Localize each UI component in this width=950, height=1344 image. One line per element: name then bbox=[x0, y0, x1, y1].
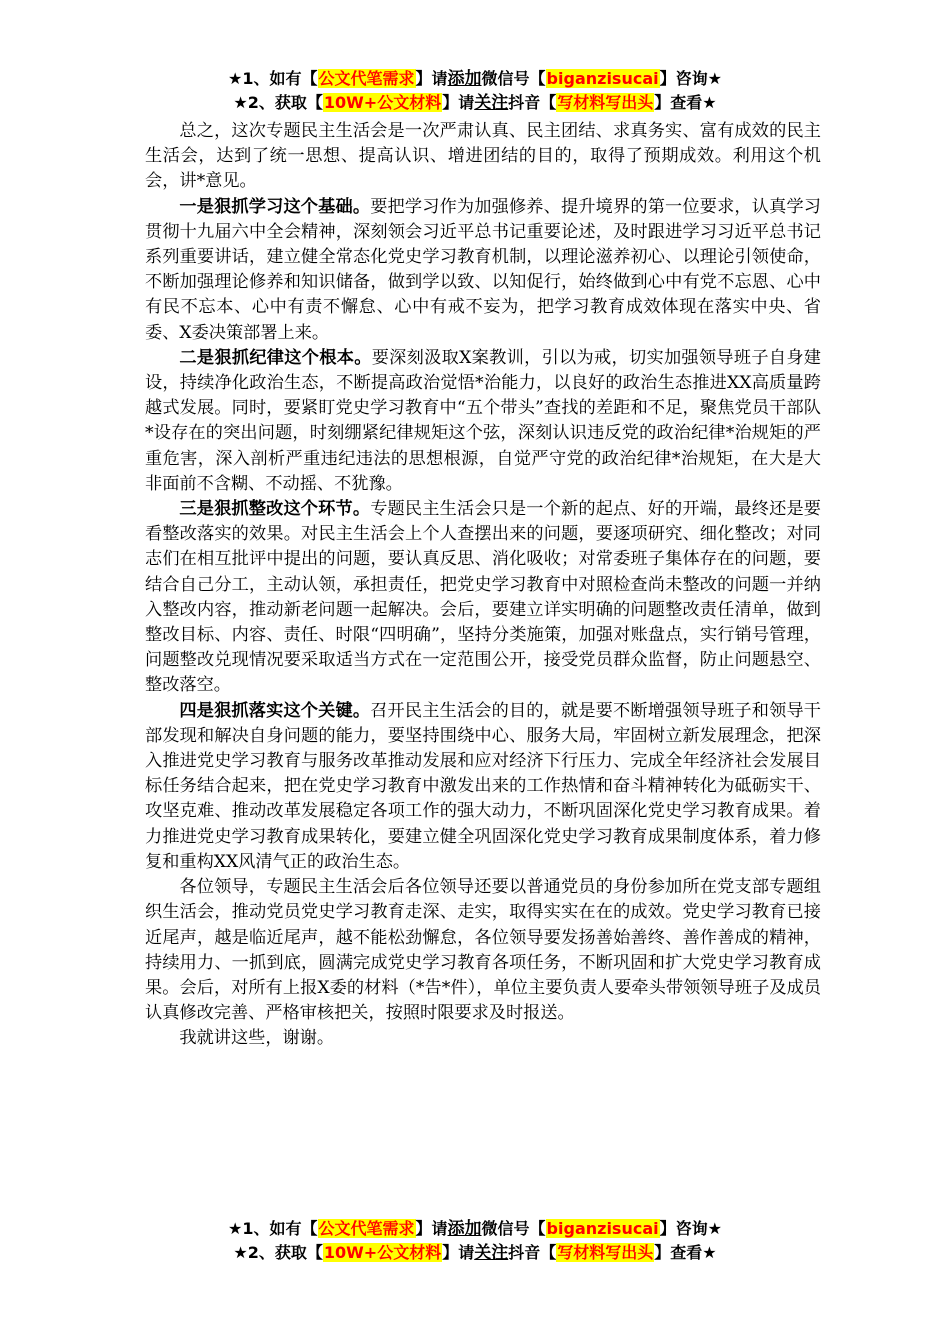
paragraph-text: 我就讲这些，谢谢。 bbox=[179, 1028, 335, 1049]
banner-text: 】请 bbox=[415, 1219, 448, 1238]
highlight-text: 10W+公文材料 bbox=[323, 1243, 442, 1262]
banner-text: 】请 bbox=[442, 1243, 475, 1262]
banner-text: ★2、获取【 bbox=[233, 93, 323, 112]
paragraph-lead: 三是狠抓整改这个环节。 bbox=[179, 499, 371, 520]
underlined-text: 关注 bbox=[474, 1243, 509, 1263]
underlined-text: 关注 bbox=[474, 93, 509, 113]
banner-line-2 bbox=[0, 91, 950, 115]
document-body bbox=[145, 119, 821, 1052]
paragraph-text: 要深刻汲取X案教训，引以为戒，切实加强领导班子自身建设，持续净化政治生态，不断提高政治觉悟*治能力，以良好的政治生态推进XX高质量跨越式发展。同时，要紧盯党史学习教育中“五个带头”查找的差距和不足，聚焦党员干部队*设存在的突出问题，时刻绷紧纪律规矩这个弦，深刻认识违反党的政治纪律*治规矩的严重危害，深入剖析严重违纪违法的思想根源，自觉严守党的政治纪律*治规矩，在大是大非面前不含糊、不动摇、不犹豫。 bbox=[145, 347, 821, 494]
paragraph-rectification bbox=[145, 497, 821, 699]
banner-text: 】请 bbox=[442, 93, 475, 112]
banner-text: 】咨询★ bbox=[659, 69, 722, 88]
highlight-text: 10W+公文材料 bbox=[323, 93, 442, 112]
paragraph-leaders bbox=[145, 875, 821, 1026]
highlight-text: biganzisucai bbox=[546, 69, 659, 88]
banner-text: 】请 bbox=[415, 69, 448, 88]
highlight-text: 公文代笔需求 bbox=[318, 1219, 415, 1238]
paragraph-text: 专题民主生活会只是一个新的起点、好的开端，最终还是要看整改落实的效果。对民主生活会上个人查摆出来的问题，要逐项研究、细化整改；对同志们在相互批评中提出的问题，要认真反思、消化吸收；对常委班子集体存在的问题，要结合自己分工，主动认领，承担责任，把党史学习教育中对照检查尚未整改的问题一并纳入整改内容，推动新老问题一起解决。会后，要建立详实明确的问题整改责任清单，做到整改目标、内容、责任、时限“四明确”，坚持分类施策，加强对账盘点，实行销号管理，问题整改兑现情况要采取适当方式在一定范围公开，接受党员群众监督，防止问题悬空、整改落空。 bbox=[145, 499, 821, 696]
underlined-text: 添加 bbox=[447, 1219, 482, 1239]
highlight-text: 公文代笔需求 bbox=[318, 69, 415, 88]
paragraph-lead: 二是狠抓纪律这个根本。 bbox=[179, 347, 372, 368]
paragraph-text: 总之，这次专题民主生活会是一次严肃认真、民主团结、求真务实、富有成效的民主生活会，达到了统一思想、提高认识、增进团结的目的，取得了预期成效。利用这个机会，讲*意见。 bbox=[145, 121, 821, 192]
banner-text: ★1、如有【 bbox=[228, 1219, 318, 1238]
paragraph-lead: 一是狠抓学习这个基础。 bbox=[179, 196, 371, 217]
highlight-text: biganzisucai bbox=[546, 1219, 659, 1238]
paragraph-lead: 四是狠抓落实这个关键。 bbox=[179, 700, 371, 721]
banner-text: 抖音【 bbox=[508, 93, 557, 112]
paragraph-closing bbox=[145, 1026, 821, 1051]
paragraph-text: 要把学习作为加强修养、提升境界的第一位要求，认真学习贯彻十九届六中全会精神，深刻领会习近平总书记重要论述，及时跟进学习习近平总书记系列重要讲话，建立健全常态化党史学习教育机制，以理论滋养初心、以理论引领使命，不断加强理论修养和知识储备，做到学以致、以知促行，始终做到心中有党不忘恩、心中有民不忘本、心中有责不懈怠、心中有戒不妄为，把学习教育成效体现在落实中央、省委、X委决策部署上来。 bbox=[145, 196, 821, 343]
underlined-text: 添加 bbox=[447, 69, 482, 89]
paragraph-text: 召开民主生活会的目的，就是要不断增强领导班子和领导干部发现和解决自身问题的能力，要坚持围绕中心、服务大局，牢固树立新发展理念，把深入推进党史学习教育与服务改革推动发展和应对经济下行压力、完成全年经济社会发展目标任务结合起来，把在党史学习教育中激发出来的工作热情和奋斗精神转化为砥砺实干、攻坚克难、推动改革发展稳定各项工作的强大动力，不断巩固深化党史学习教育成果。着力推进党史学习教育成果转化，要建立健全巩固深化党史学习教育成果制度体系，着力修复和重构XX风清气正的政治生态。 bbox=[145, 700, 821, 872]
banner-text: 微信号【 bbox=[481, 69, 546, 88]
banner-line-1 bbox=[0, 67, 950, 91]
paragraph-study bbox=[145, 195, 821, 346]
banner-text: 抖音【 bbox=[508, 1243, 557, 1262]
header-banner bbox=[0, 67, 950, 115]
paragraph-text: 各位领导，专题民主生活会后各位领导还要以普通党员的身份参加所在党支部专题组织生活会，推动党员党史学习教育走深、走实，取得实实在在的成效。党史学习教育已接近尾声，越是临近尾声，越不能松劲懈怠，各位领导要发扬善始善终、善作善成的精神，持续用力、一抓到底，圆满完成党史学习教育各项任务，不断巩固和扩大党史学习教育成果。会后，对所有上报X委的材料（*告*件），单位主要负责人要牵头带领领导班子及成员认真修改完善、严格审核把关，按照时限要求及时报送。 bbox=[145, 877, 821, 1024]
banner-text: ★2、获取【 bbox=[233, 1243, 323, 1262]
highlight-text: 写材料写出头 bbox=[557, 93, 654, 112]
banner-line-2 bbox=[0, 1241, 950, 1265]
banner-text: 】查看★ bbox=[654, 1243, 717, 1262]
banner-text: 微信号【 bbox=[481, 1219, 546, 1238]
paragraph-implementation bbox=[145, 699, 821, 875]
footer-banner bbox=[0, 1217, 950, 1265]
banner-text: 】咨询★ bbox=[659, 1219, 722, 1238]
banner-text: 】查看★ bbox=[654, 93, 717, 112]
paragraph-summary bbox=[145, 119, 821, 195]
banner-text: ★1、如有【 bbox=[228, 69, 318, 88]
paragraph-discipline bbox=[145, 346, 821, 497]
banner-line-1 bbox=[0, 1217, 950, 1241]
highlight-text: 写材料写出头 bbox=[557, 1243, 654, 1262]
